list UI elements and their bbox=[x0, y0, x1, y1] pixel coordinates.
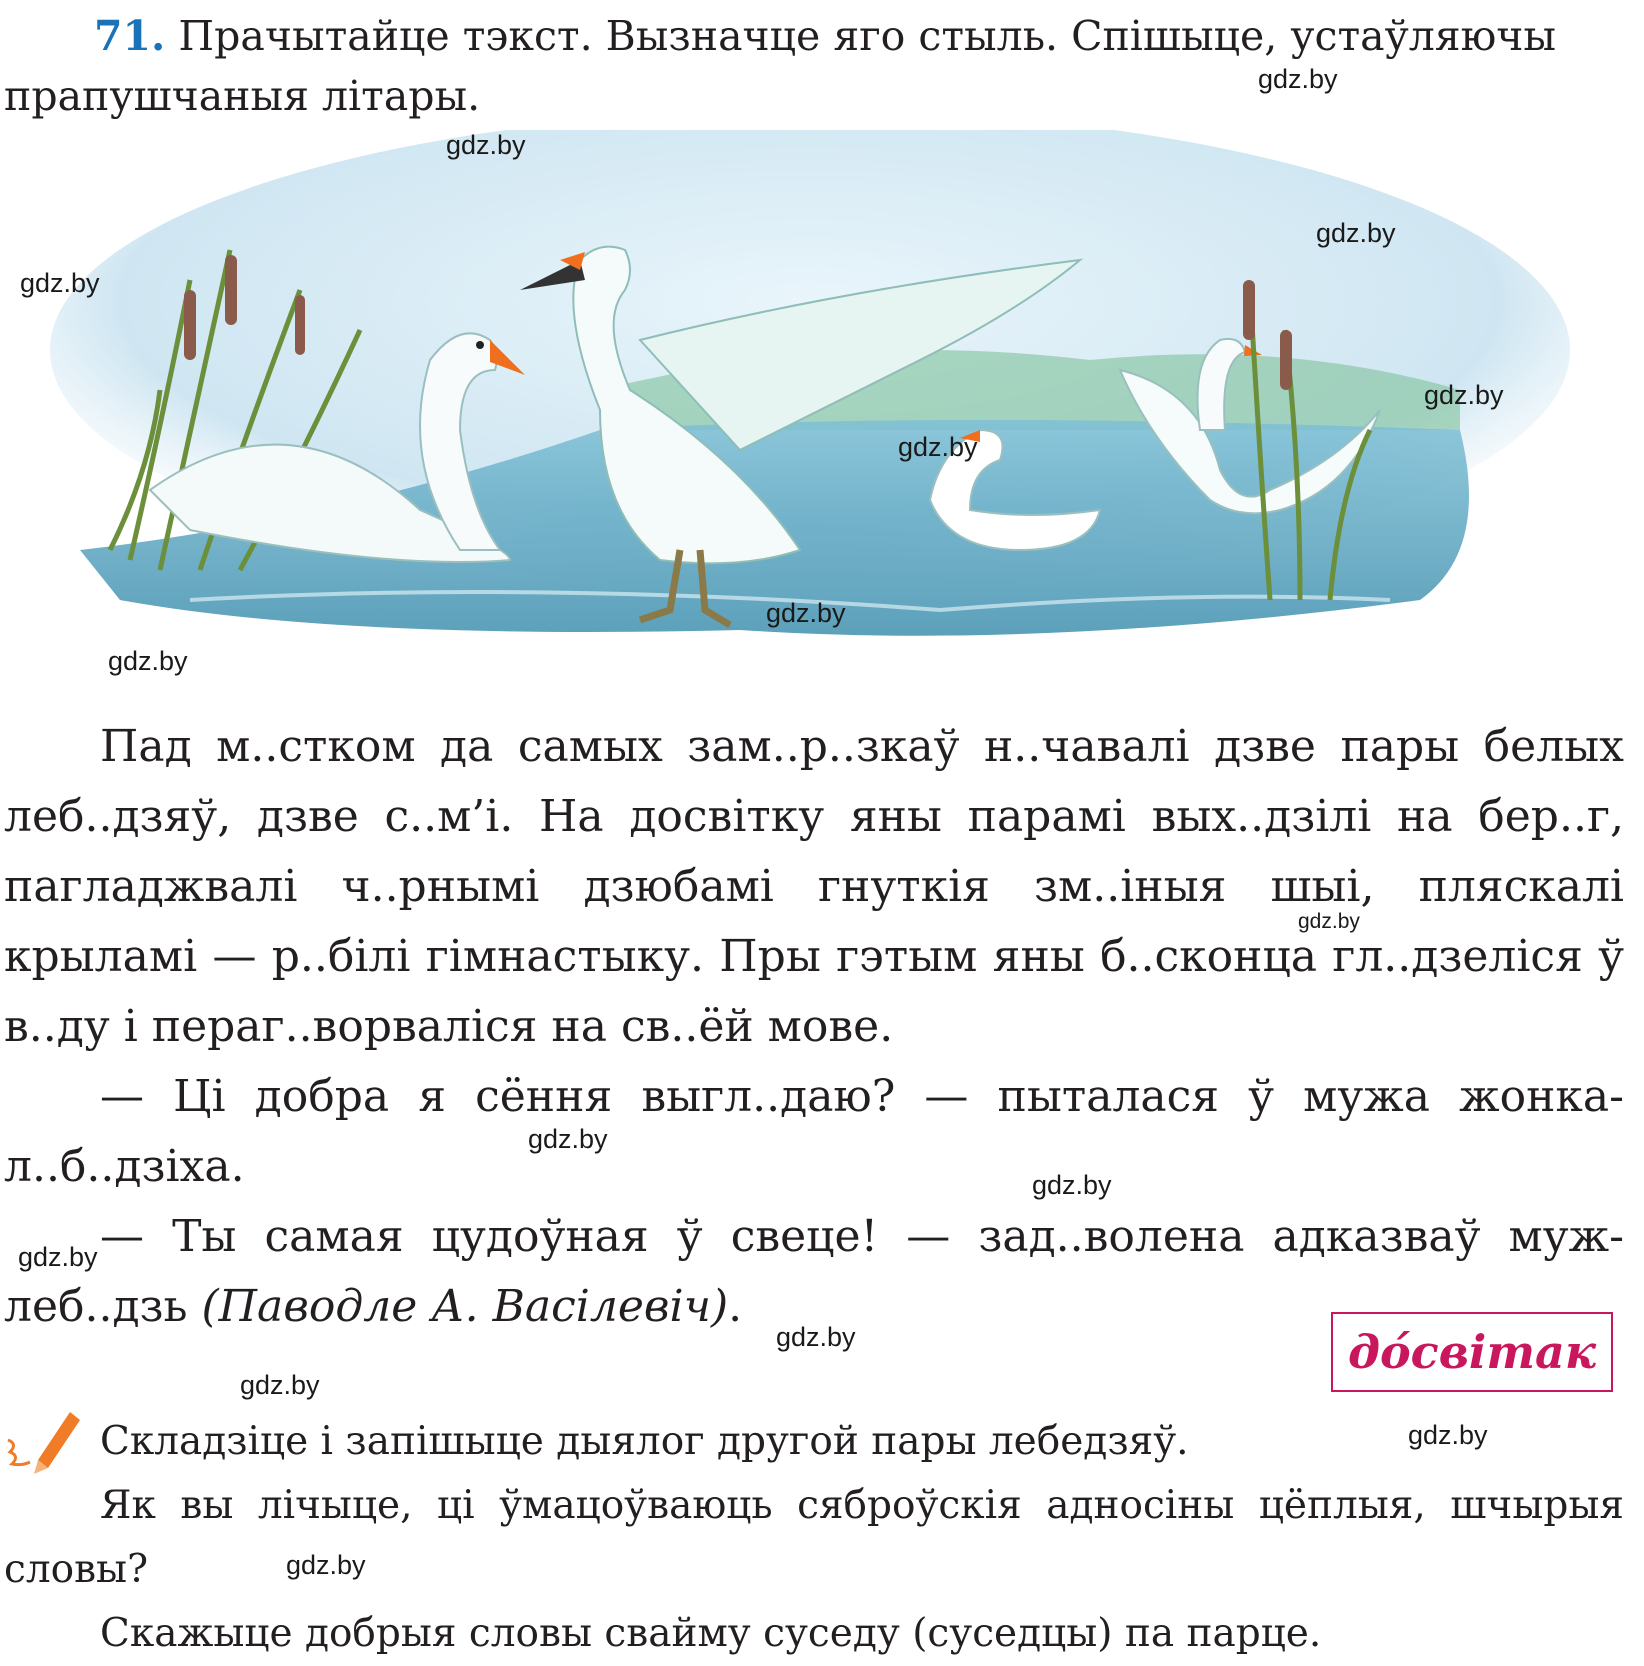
watermark: gdz.by bbox=[286, 1550, 366, 1580]
watermark: gdz.by bbox=[898, 432, 978, 462]
watermark: gdz.by bbox=[1424, 380, 1504, 410]
task-number: 71. bbox=[94, 12, 166, 60]
story-paragraph-2: — Ці добра я сёння выгл..даю? — пыталася ў мужа жонка-л..б..дзіха. bbox=[4, 1071, 1624, 1192]
watermark: gdz.by bbox=[766, 598, 846, 628]
watermark: gdz.by bbox=[1258, 64, 1338, 94]
watermark: gdz.by bbox=[108, 646, 188, 676]
task-item-1: Складзіце і запішыце дыялог другой пары лебедзяў. bbox=[100, 1419, 1189, 1464]
story-paragraph-3-text: — Ты самая цудоўная ў свеце! — зад..волена адказваў муж-леб..дзь bbox=[4, 1211, 1624, 1332]
term-box bbox=[1331, 1312, 1613, 1392]
watermark: gdz.by bbox=[446, 130, 526, 160]
watermark: gdz.by bbox=[1032, 1170, 1112, 1200]
story-text bbox=[4, 712, 1624, 1342]
story-source: (Паводле А. Васілевіч) bbox=[201, 1281, 729, 1332]
watermark: gdz.by bbox=[1316, 218, 1396, 248]
watermark: gdz.by bbox=[1298, 910, 1360, 933]
task-instruction: Прачытайце тэкст. Вызначце яго стыль. Спішыце, устаўляючы прапушчаныя літары. bbox=[4, 12, 1557, 120]
story-end-punct: . bbox=[728, 1281, 743, 1332]
story-paragraph-1: Пад м..стком да самых зам..р..зкаў н..чавалі дзве пары белых леб..дзяў, дзве с..м’і. На досвітку яны парамі вых..дзілі на бер..г, пагладжвалі ч..рнымі дзюбамі гнуткія зм..іныя шыі, пляскалі крыламі — р..білі гімнастыку. Пры гэтым яны б..сконца гл..дзеліся ў в..ду і пераг..ворваліся на св..ёй мове. bbox=[4, 721, 1624, 1052]
watermark: gdz.by bbox=[20, 268, 100, 298]
watermark: gdz.by bbox=[1408, 1420, 1488, 1450]
watermark: gdz.by bbox=[240, 1370, 320, 1400]
watermark: gdz.by bbox=[776, 1322, 856, 1352]
task-item-2: Як вы лічыце, ці ўмацоўваюць сяброўскія адносіны цёплыя, шчырыя словы? bbox=[4, 1483, 1624, 1592]
task-item-3: Скажыце добрыя словы свайму суседу (суседцы) па парце. bbox=[100, 1611, 1322, 1656]
task-list bbox=[4, 1410, 1624, 1666]
term-word: до́світак bbox=[1348, 1325, 1596, 1379]
watermark: gdz.by bbox=[18, 1242, 98, 1272]
watermark: gdz.by bbox=[528, 1124, 608, 1154]
task-heading bbox=[4, 6, 1624, 126]
